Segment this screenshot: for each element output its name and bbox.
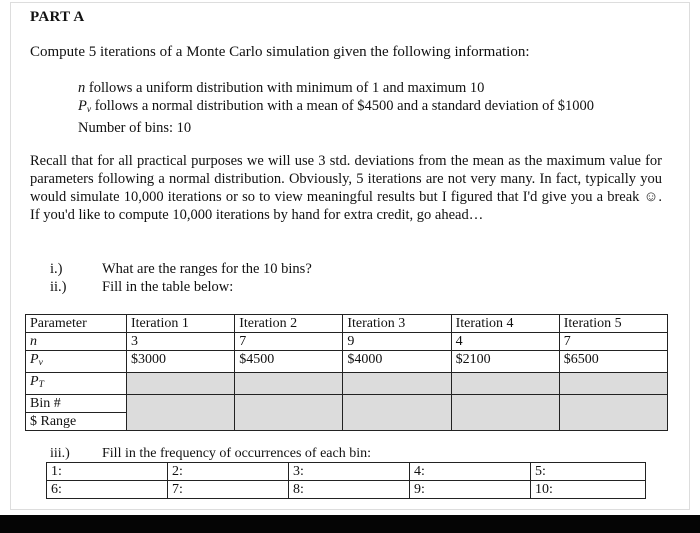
pv-variable: P xyxy=(78,98,87,114)
table-row xyxy=(47,463,646,481)
intro-text: Compute 5 iterations of a Monte Carlo simulation given the following information: xyxy=(30,44,530,60)
pv-subscript: v xyxy=(86,105,92,115)
table-row xyxy=(47,481,646,499)
header-cell: Iteration 4 xyxy=(451,315,559,333)
empty-cell xyxy=(343,373,451,395)
table-cell: 3 xyxy=(127,333,235,351)
row-label-range: $ Range xyxy=(26,413,127,431)
header-cell: Iteration 2 xyxy=(235,315,343,333)
table-cell: 7 xyxy=(235,333,343,351)
row-label-n: n xyxy=(26,333,127,351)
table-row-n xyxy=(26,333,668,351)
header-cell: Iteration 1 xyxy=(127,315,235,333)
header-cell: Iteration 5 xyxy=(559,315,667,333)
bin-cell: 1: xyxy=(47,463,168,481)
bin-cell: 5: xyxy=(531,463,646,481)
n-description: follows a uniform distribution with minimum of 1 and maximum 10 xyxy=(85,80,485,96)
empty-cell xyxy=(559,395,667,431)
question-item xyxy=(50,278,312,296)
table-cell: $4000 xyxy=(343,351,451,373)
bottom-black-bar xyxy=(0,515,700,533)
header-cell: Parameter xyxy=(26,315,127,333)
question-text: Fill in the frequency of occurrences of each bin: xyxy=(102,446,372,461)
table-cell: $2100 xyxy=(451,351,559,373)
given-n-line xyxy=(78,79,594,97)
bin-cell: 7: xyxy=(168,481,289,499)
empty-cell xyxy=(559,373,667,395)
table-row-pv xyxy=(26,351,668,373)
empty-cell xyxy=(235,395,343,431)
part-heading: PART A xyxy=(30,9,85,25)
empty-cell xyxy=(127,395,235,431)
table-cell: 7 xyxy=(559,333,667,351)
bin-cell: 3: xyxy=(289,463,410,481)
question-number: ii.) xyxy=(50,279,67,295)
empty-cell xyxy=(127,373,235,395)
bin-cell: 9: xyxy=(410,481,531,499)
given-pv-line xyxy=(78,97,594,119)
empty-cell xyxy=(343,395,451,431)
table-cell: $6500 xyxy=(559,351,667,373)
table-cell: 9 xyxy=(343,333,451,351)
question-number: i.) xyxy=(50,261,63,277)
table-cell: $3000 xyxy=(127,351,235,373)
table-header-row xyxy=(26,315,668,333)
empty-cell xyxy=(451,373,559,395)
question-number: iii.) xyxy=(50,446,70,461)
table-cell: 4 xyxy=(451,333,559,351)
given-bins-line: Number of bins: 10 xyxy=(78,120,192,136)
iterations-table xyxy=(25,314,668,431)
given-information xyxy=(78,79,594,137)
row-label-bin: Bin # xyxy=(26,395,127,413)
n-variable: n xyxy=(78,80,86,96)
pv-description: follows a normal distribution with a mean of $4500 and a standard deviation of $1000 xyxy=(91,98,595,114)
bin-cell: 2: xyxy=(168,463,289,481)
table-cell: $4500 xyxy=(235,351,343,373)
row-label-pv: $P_v$ xyxy=(26,351,127,373)
row-label-pt: $P_T$ xyxy=(26,373,127,395)
question-text: Fill in the table below: xyxy=(102,279,234,295)
header-cell: Iteration 3 xyxy=(343,315,451,333)
table-row-pt xyxy=(26,373,668,395)
empty-cell xyxy=(235,373,343,395)
question-list xyxy=(50,260,312,296)
bin-cell: 8: xyxy=(289,481,410,499)
frequency-question xyxy=(50,446,371,462)
question-item xyxy=(50,260,312,278)
bin-cell: 10: xyxy=(531,481,646,499)
table-row-bin xyxy=(26,395,668,413)
bin-cell: 4: xyxy=(410,463,531,481)
empty-cell xyxy=(451,395,559,431)
bin-cell: 6: xyxy=(47,481,168,499)
question-text: What are the ranges for the 10 bins? xyxy=(102,261,312,277)
frequency-table xyxy=(46,462,646,499)
instructions-paragraph: Recall that for all practical purposes we will use 3 std. deviations from the mean as the maximum value for parameters following a normal distribution. Obviously, 5 iterations are not very many. In fact, typically you would simulate 10,000 iterations or so to view meaningful results but I figured that I'd give you a break ☺. If you'd like to compute 10,000 iterations by hand for extra credit, go ahead… xyxy=(30,153,662,223)
